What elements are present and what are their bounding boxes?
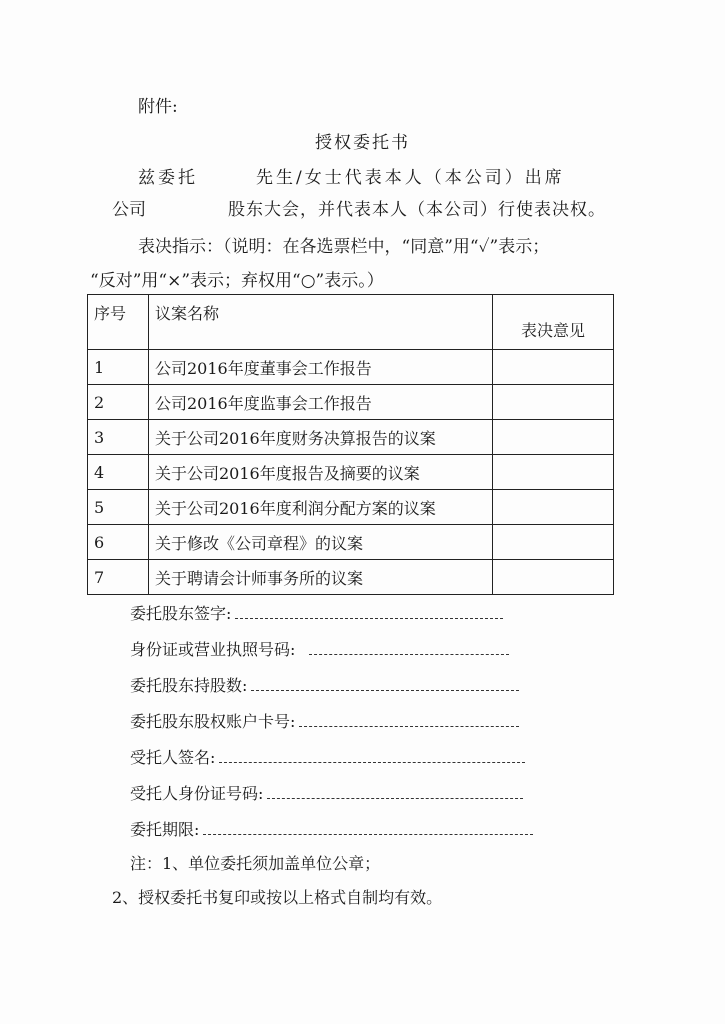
note-line-1: 注：1、单位委托须加盖单位公章； [130, 854, 381, 873]
row-motion-name: 关于修改《公司章程》的议案 [149, 525, 493, 560]
field-equity-account-number [130, 709, 519, 732]
row-motion-name: 关于公司2016年度报告及摘要的议案 [149, 455, 493, 490]
table-row [88, 560, 614, 595]
row-number: 3 [88, 420, 149, 455]
header-vote-opinion: 表决意见 [493, 295, 614, 350]
field-label: 受托人身份证号码: [130, 784, 264, 803]
row-vote-cell[interactable] [493, 455, 614, 490]
row-number: 4 [88, 455, 149, 490]
account-number-blank[interactable] [299, 716, 519, 727]
field-shares-held [130, 673, 519, 696]
field-label: 受托人签名: [130, 748, 216, 767]
table-row [88, 525, 614, 560]
field-label: 委托股东持股数: [130, 676, 248, 695]
field-label: 委托股东股权账户卡号: [130, 712, 296, 731]
row-vote-cell[interactable] [493, 490, 614, 525]
table-row [88, 490, 614, 525]
voting-instruction-line2: “反对”用“×”表示；弃权用“○”表示。） [90, 271, 384, 291]
proxy-signature-blank[interactable] [219, 752, 525, 763]
row-number: 5 [88, 490, 149, 525]
field-id-or-license-number [130, 637, 509, 660]
row-vote-cell[interactable] [493, 420, 614, 455]
proxy-id-blank[interactable] [267, 788, 523, 799]
row-number: 7 [88, 560, 149, 595]
row-motion-name: 公司2016年度董事会工作报告 [149, 350, 493, 385]
voting-instruction-line1: 表决指示：（说明：在各选票栏中，“同意”用“✓”表示； [138, 237, 550, 257]
intro-line1-text: 先生/女士代表本人（本公司）出席 [256, 168, 565, 188]
field-principal-signature [130, 601, 503, 624]
field-label: 委托期限: [130, 820, 200, 839]
field-label: 身份证或营业执照号码: [130, 640, 296, 659]
field-label: 委托股东签字: [130, 604, 232, 623]
attachment-label: 附件: [138, 97, 178, 117]
intro-line1-prefix: 兹委托 [138, 168, 198, 188]
id-number-blank[interactable] [309, 644, 509, 655]
motions-table [87, 294, 614, 595]
intro-line2-text: 股东大会，并代表本人（本公司）行使表决权。 [228, 200, 606, 220]
table-header-row [88, 295, 614, 350]
table-row [88, 385, 614, 420]
row-vote-cell[interactable] [493, 385, 614, 420]
field-proxy-term [130, 817, 533, 840]
table-row [88, 350, 614, 385]
row-number: 1 [88, 350, 149, 385]
signature-blank[interactable] [235, 608, 503, 619]
header-motion-name: 议案名称 [149, 295, 493, 350]
field-proxy-signature [130, 745, 525, 768]
row-vote-cell[interactable] [493, 560, 614, 595]
field-proxy-id-number [130, 781, 523, 804]
note-line-2: 2、授权委托书复印或按以上格式自制均有效。 [112, 888, 443, 907]
row-vote-cell[interactable] [493, 525, 614, 560]
term-blank[interactable] [203, 824, 533, 835]
row-number: 2 [88, 385, 149, 420]
header-number: 序号 [88, 295, 149, 350]
row-vote-cell[interactable] [493, 350, 614, 385]
row-motion-name: 关于公司2016年度利润分配方案的议案 [149, 490, 493, 525]
shares-blank[interactable] [251, 680, 519, 691]
document-title: 授权委托书 [315, 133, 410, 153]
row-number: 6 [88, 525, 149, 560]
table-row [88, 455, 614, 490]
row-motion-name: 关于公司2016年度财务决算报告的议案 [149, 420, 493, 455]
intro-line2-prefix: 公司 [112, 200, 146, 220]
row-motion-name: 公司2016年度监事会工作报告 [149, 385, 493, 420]
table-row [88, 420, 614, 455]
row-motion-name: 关于聘请会计师事务所的议案 [149, 560, 493, 595]
